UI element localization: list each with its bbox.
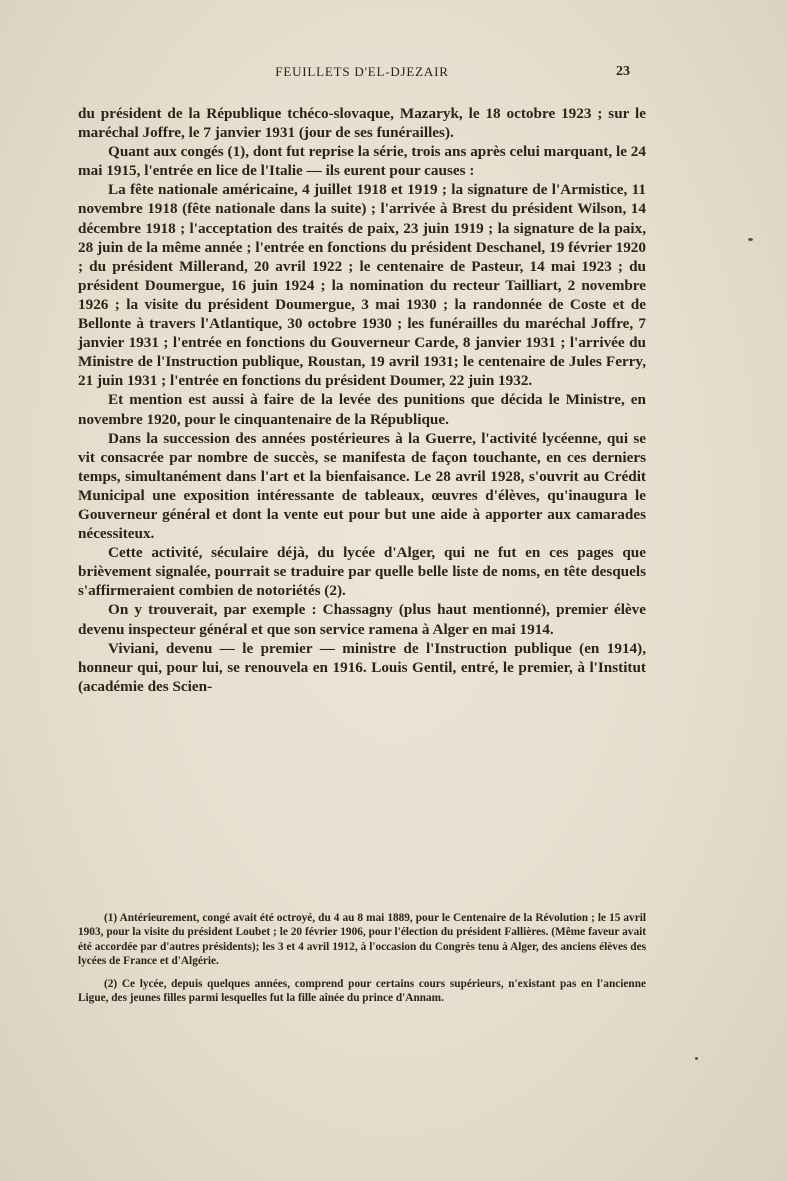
page-header [78,64,646,86]
running-title: FEUILLETS D'EL-DJEZAIR [275,64,449,79]
paper-speck [695,1057,698,1060]
footnote-1: (1) Antérieurement, congé avait été octroyé, du 4 au 8 mai 1889, pour le Centenaire de la Révolution ; le 15 avril 1903, pour la visite du président Loubet ; le 20 février 1906, pour l'élection du président Fallières. (Même faveur avait été accordée par d'autres présidents); les 3 et 4 avril 1912, à l'occasion du Congrès tenu à Alger, des anciens élèves des lycées de France et d'Algérie. [78,912,646,968]
paragraph: La fête nationale américaine, 4 juillet 1918 et 1919 ; la signature de l'Armistice, 11 novembre 1918 (fête nationale dans la suite) ; l'arrivée à Brest du président Wilson, 14 décembre 1918 ; l'acceptation des traités de paix, 23 juin 1919 ; la signature de la paix, 28 juin de la même année ; l'entrée en fonctions du président Deschanel, 19 février 1920 ; du président Millerand, 20 avril 1922 ; le centenaire de Pasteur, 14 mai 1923 ; du président Doumergue, 16 juin 1924 ; la nomination du recteur Tailliart, 2 novembre 1926 ; la visite du président Doumergue, 3 mai 1930 ; la randonnée de Coste et de Bellonte à travers l'Atlantique, 30 octobre 1930 ; les funérailles du maréchal Joffre, 7 janvier 1931 ; l'entrée en fonctions du Gouverneur Carde, 8 janvier 1931 ; l'arrivée du Ministre de l'Instruction publique, Roustan, 19 avril 1931; le centenaire de Jules Ferry, 21 juin 1931 ; l'entrée en fonctions du président Doumer, 22 juin 1932. [78,181,646,390]
footnotes [78,911,646,1013]
paragraph: Et mention est aussi à faire de la levée des punitions que décida le Ministre, en novembre 1920, pour le cinquantenaire de la République. [78,391,646,428]
paragraph: Viviani, devenu — le premier — ministre de l'Instruction publique (en 1914), honneur qui, pour lui, se renouvela en 1916. Louis Gentil, entré, le premier, à l'Institut (académie des Scien- [78,639,646,695]
paragraph: Dans la succession des années postérieures à la Guerre, l'activité lycéenne, qui se vit consacrée par nombre de succès, se manifesta de façon touchante, en ces derniers temps, simultanément dans l'art et la bienfaisance. Le 28 avril 1928, s'ouvrit au Crédit Municipal une exposition intéressante de tableaux, œuvres d'élèves, qu'inaugura le Gouverneur général et dont la vente eut pour but une aide à apporter aux camarades nécessiteux. [78,429,646,543]
paper-speck [748,238,753,241]
page-number: 23 [616,64,630,79]
paragraph: Quant aux congés (1), dont fut reprise la série, trois ans après celui marquant, le 24 mai 1915, l'entrée en lice de l'Italie — ils eurent pour causes : [78,143,646,180]
paragraph: du président de la République tchéco-slovaque, Mazaryk, le 18 octobre 1923 ; sur le maréchal Joffre, le 7 janvier 1931 (jour de ses funérailles). [78,105,646,142]
footnote-2: (2) Ce lycée, depuis quelques années, comprend pour certains cours supérieurs, n'existant pas en l'ancienne Ligue, des jeunes filles parmi lesquelles fut la fille aînée du prince d'Annam. [78,977,646,1005]
paragraph: Cette activité, séculaire déjà, du lycée d'Alger, qui ne fut en ces pages que brièvement signalée, pourrait se traduire par quelle belle liste de noms, en tête desquels s'affirmeraient combien de notoriétés (2). [78,544,646,600]
main-text [78,104,646,696]
paragraph: On y trouverait, par exemple : Chassagny (plus haut mentionné), premier élève devenu inspecteur général et que son service ramena à Alger en mai 1914. [78,601,646,638]
